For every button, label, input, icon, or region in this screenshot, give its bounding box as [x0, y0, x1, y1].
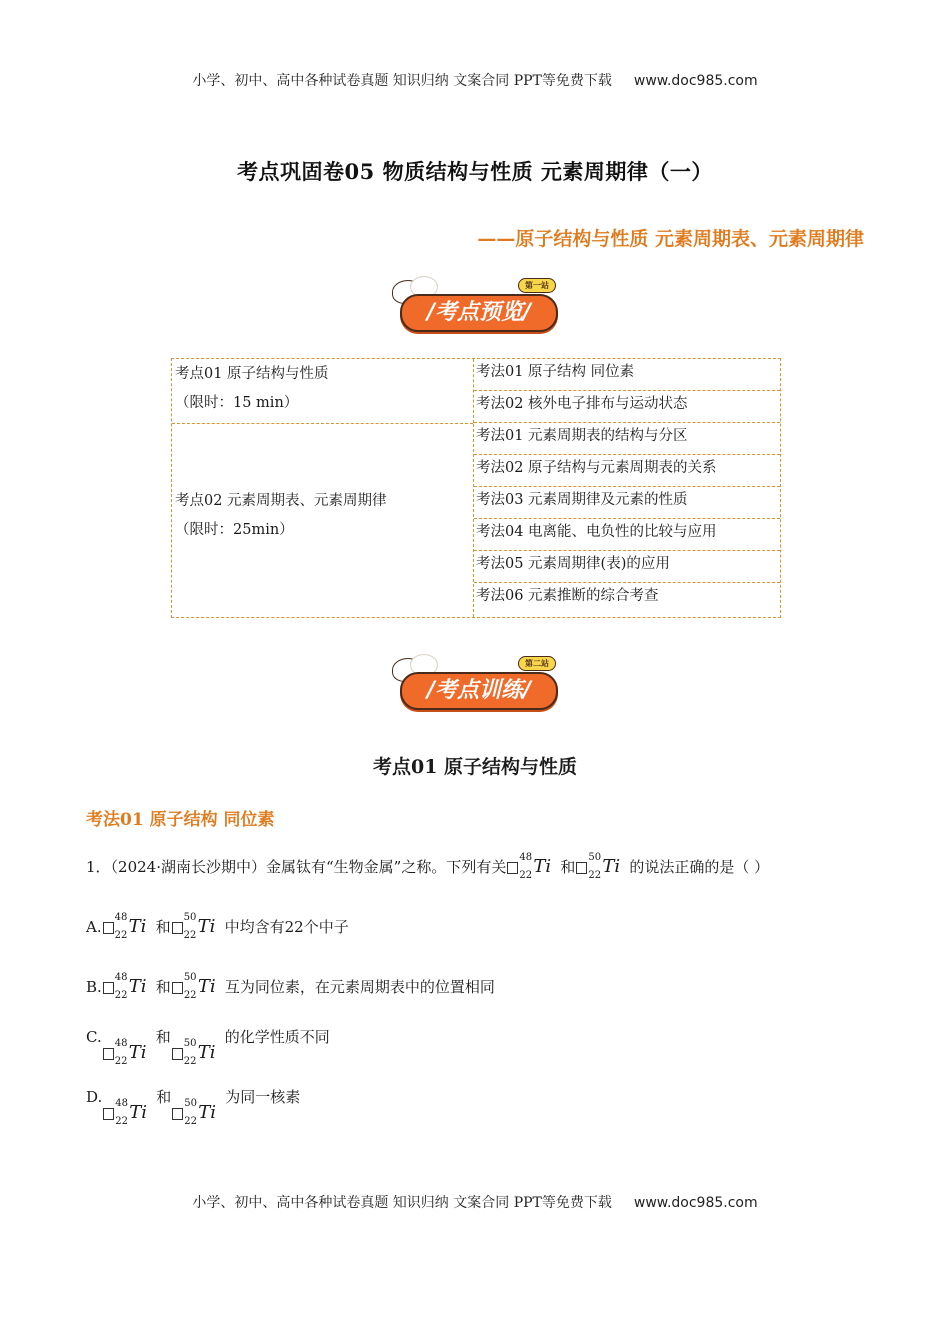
isotope-ti50 — [172, 1099, 224, 1129]
mass-number: 50 — [184, 1098, 198, 1109]
isotope-ti48 — [103, 1039, 155, 1069]
question-stem — [86, 853, 769, 883]
placeholder-box-icon — [172, 1108, 183, 1120]
preview-badge-tag: 第一站 — [518, 278, 556, 293]
atomic-number: 22 — [519, 870, 533, 881]
header-text: 小学、初中、高中各种试卷真题 知识归纳 文案合同 PPT等免费下载 — [192, 73, 612, 89]
question-stem-suffix: 的说法正确的是（ ） — [629, 858, 770, 876]
placeholder-box-icon — [103, 1108, 114, 1120]
mass-number: 50 — [588, 852, 602, 863]
mass-number: 48 — [519, 852, 533, 863]
element-symbol: Ti — [197, 976, 216, 997]
atomic-number: 22 — [115, 1116, 128, 1127]
element-symbol: Ti — [128, 1042, 147, 1063]
toc-item: 考法01 元素周期表的结构与分区 — [474, 423, 780, 455]
footer-site[interactable]: www.doc985.com — [633, 1195, 758, 1211]
page-header — [0, 70, 950, 90]
option-text: 的化学性质不同 — [224, 1028, 330, 1046]
method-title: 考法01 原子结构 同位素 — [86, 810, 275, 830]
mass-number: 50 — [183, 912, 197, 923]
toc-item: 考法06 元素推断的综合考查 — [476, 588, 659, 604]
atomic-number: 22 — [183, 1056, 197, 1067]
element-symbol: Ti — [198, 1102, 217, 1123]
option-and: 和 — [155, 1028, 171, 1046]
isotope-ti48 — [103, 973, 155, 1003]
isotope-ti50 — [172, 973, 224, 1003]
toc-item: 考法02 核外电子排布与运动状态 — [474, 391, 780, 423]
mass-number: 48 — [114, 1038, 128, 1049]
mass-number: 48 — [115, 1098, 128, 1109]
atomic-number: 22 — [183, 930, 197, 941]
toc-group-1-name: 考点01 原子结构与性质 — [175, 366, 329, 382]
placeholder-box-icon — [576, 862, 587, 874]
placeholder-box-icon — [172, 982, 183, 994]
option-c[interactable] — [86, 1028, 330, 1067]
element-symbol: Ti — [129, 1102, 148, 1123]
atomic-number: 22 — [588, 870, 602, 881]
toc-items — [474, 359, 780, 617]
question-stem-prefix: 1．（2024·湖南长沙期中）金属钛有“生物金属”之称。下列有关 — [86, 858, 507, 876]
placeholder-box-icon — [103, 922, 114, 934]
toc-item: 考法03 元素周期律及元素的性质 — [474, 487, 780, 519]
placeholder-box-icon — [103, 1048, 114, 1060]
header-site[interactable]: www.doc985.com — [633, 73, 758, 89]
atomic-number: 22 — [114, 990, 128, 1001]
option-b[interactable] — [86, 973, 495, 1003]
element-symbol: Ti — [533, 856, 552, 877]
option-a[interactable] — [86, 913, 349, 943]
atomic-number: 22 — [114, 1056, 128, 1067]
toc-table — [171, 358, 781, 618]
element-symbol: Ti — [128, 916, 147, 937]
mass-number: 50 — [183, 1038, 197, 1049]
element-symbol: Ti — [602, 856, 621, 877]
option-and: 和 — [155, 918, 171, 936]
element-symbol: Ti — [197, 916, 216, 937]
atomic-number: 22 — [114, 930, 128, 941]
isotope-ti50 — [172, 1039, 224, 1069]
atomic-number: 22 — [183, 990, 197, 1001]
document-subtitle: ——原子结构与性质 元素周期表、元素周期律 — [477, 228, 864, 250]
toc-item: 考法05 元素周期律(表)的应用 — [474, 551, 780, 583]
option-text: 中均含有22个中子 — [224, 918, 349, 936]
option-text: 为同一核素 — [225, 1088, 301, 1106]
mass-number: 48 — [114, 972, 128, 983]
toc-item: 考法02 原子结构与元素周期表的关系 — [474, 455, 780, 487]
option-label: B. — [86, 978, 102, 996]
document-title: 考点巩固卷05 物质结构与性质 元素周期律（一） — [237, 159, 713, 184]
option-label: A. — [86, 918, 102, 936]
atomic-number: 22 — [184, 1116, 198, 1127]
placeholder-box-icon — [507, 862, 518, 874]
isotope-ti50 — [172, 913, 224, 943]
placeholder-box-icon — [172, 922, 183, 934]
section-title: 考点01 原子结构与性质 — [372, 756, 578, 778]
toc-group-2 — [172, 424, 474, 617]
toc-item: 考法04 电离能、电负性的比较与应用 — [474, 519, 780, 551]
element-symbol: Ti — [197, 1042, 216, 1063]
preview-badge-label: /考点预览/ — [400, 294, 558, 332]
isotope-ti48 — [103, 913, 155, 943]
toc-group-2-name: 考点02 元素周期表、元素周期律 — [175, 493, 387, 509]
option-label: D. — [86, 1088, 103, 1106]
preview-badge — [392, 276, 562, 338]
question-stem-and: 和 — [560, 858, 576, 876]
element-symbol: Ti — [128, 976, 147, 997]
option-text: 互为同位素，在元素周期表中的位置相同 — [224, 978, 495, 996]
training-badge-label: /考点训练/ — [400, 672, 558, 710]
toc-item: 考法01 原子结构 同位素 — [474, 359, 780, 391]
isotope-ti50 — [576, 853, 628, 883]
option-d[interactable] — [86, 1088, 301, 1127]
mass-number: 50 — [183, 972, 197, 983]
isotope-ti48 — [507, 853, 559, 883]
toc-group-1 — [172, 359, 474, 423]
option-label: C. — [86, 1028, 102, 1046]
option-and: 和 — [155, 978, 171, 996]
footer-text: 小学、初中、高中各种试卷真题 知识归纳 文案合同 PPT等免费下载 — [192, 1195, 612, 1211]
placeholder-box-icon — [172, 1048, 183, 1060]
mass-number: 48 — [114, 912, 128, 923]
toc-group-2-time: （限时：25min） — [175, 522, 294, 538]
isotope-ti48 — [103, 1099, 155, 1129]
page-footer — [0, 1192, 950, 1212]
training-badge-tag: 第二站 — [518, 656, 556, 671]
toc-group-1-time: （限时：15 min） — [175, 395, 299, 411]
placeholder-box-icon — [103, 982, 114, 994]
option-and: 和 — [156, 1088, 172, 1106]
training-badge — [392, 654, 562, 716]
